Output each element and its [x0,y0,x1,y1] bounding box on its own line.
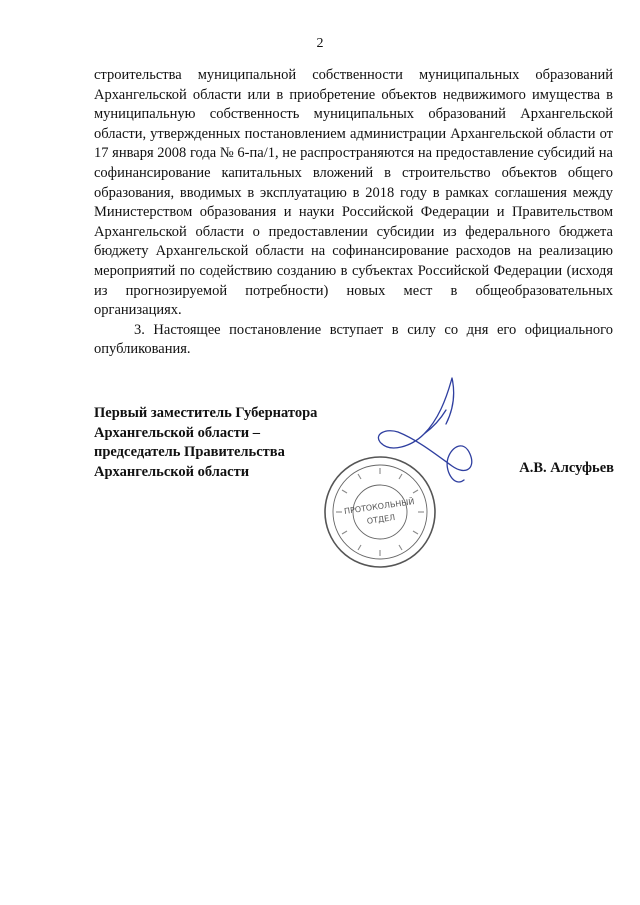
signer-name: А.В. Алсуфьев [519,460,614,476]
signatory-title [94,404,354,482]
page-number: 2 [316,36,324,51]
paragraph-continuation: строительства муниципальной собственности муниципальных образований Архангельской области или в приобретение объектов недвижимого имущества в муниципальную собственность муниципальных образований Архангельской области, утвержденных постановлением администрации Архангельской области от 17 января 2008 года № 6-па/1, не распространяются на предоставление субсидий на софинансирование капитальных вложений в строительство объектов общего образования, вводимых в эксплуатацию в 2018 году в рамках соглашения между Министерством образования и науки Российской Федерации и Правительством Архангельской области о предоставлении субсидии из федерального бюджета бюджету Архангельской области на софинансирование расходов на реализацию мероприятий по содействию созданию в субъектах Российской Федерации (исходя из прогнозируемой потребности) новых мест в общеобразовательных организациях. [94,67,613,319]
stamp-text-line2: ОТДЕЛ [366,512,396,526]
signatory-line: Архангельской области – [94,424,260,441]
document-body [94,66,613,360]
signatory-line: Архангельской области [94,463,250,480]
paragraph-effective-date: 3. Настоящее постановление вступает в силу со дня его официального опубликования. [94,321,613,358]
stamp-text-line1: ПРОТОКОЛЬНЫЙ [343,497,415,516]
handwritten-signature [360,370,500,510]
signatory-line: Первый заместитель Губернатора [94,405,318,421]
signatory-line: председатель Правительства [94,444,285,460]
